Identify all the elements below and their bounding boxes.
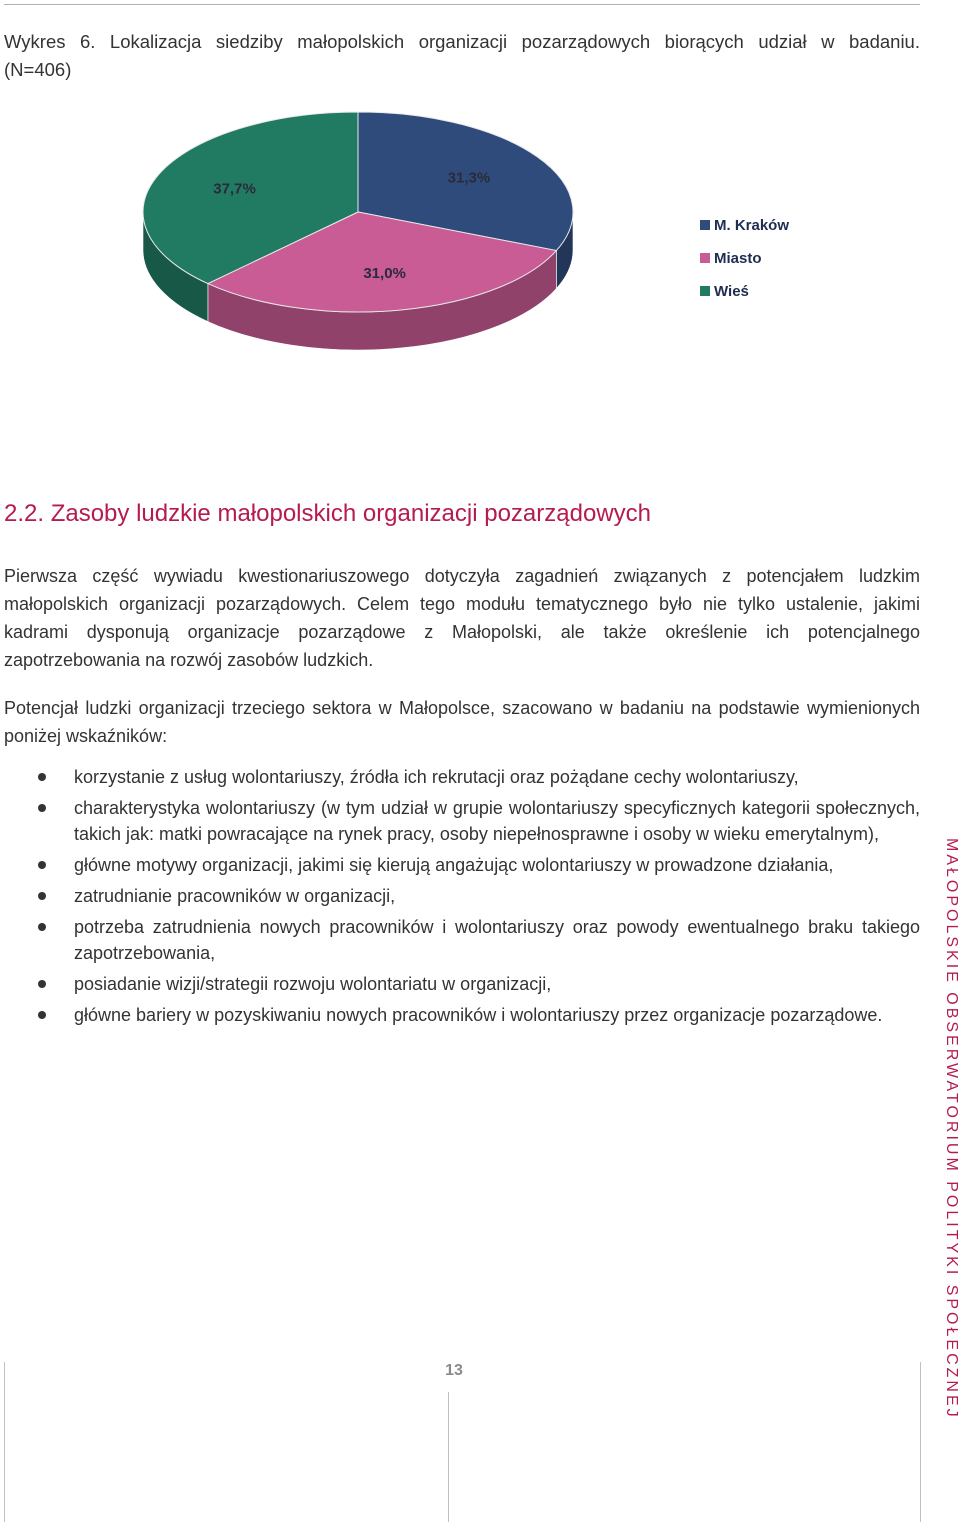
top-rule <box>4 4 920 5</box>
list-item <box>0 914 920 966</box>
legend-swatch-2 <box>700 286 710 296</box>
bullet-dot <box>38 923 46 931</box>
list-item-text: główne motywy organizacji, jakimi się kierują angażując wolontariuszy w prowadzone działania, <box>74 855 834 875</box>
pie-group <box>143 112 573 350</box>
bullet-dot <box>38 861 46 869</box>
bullet-dot <box>38 1011 46 1019</box>
list-item-text: główne bariery w pozyskiwaniu nowych pracowników i wolontariuszy przez organizacje pozarządowe. <box>74 1005 883 1025</box>
figure-caption <box>4 28 920 84</box>
legend-swatch-1 <box>700 253 710 263</box>
indicator-list <box>0 764 920 1033</box>
footer-rule-center <box>448 1392 449 1522</box>
list-item <box>0 795 920 847</box>
list-item-text: posiadanie wizji/strategii rozwoju wolontariatu w organizacji, <box>74 974 552 994</box>
list-item <box>0 1002 920 1028</box>
caption-line-1: Wykres 6. Lokalizacja siedziby małopolskich organizacji pozarządowych biorących udział w badaniu. <box>4 31 920 52</box>
pie-value-label-1: 31,0% <box>363 264 406 282</box>
list-item-text: charakterystyka wolontariuszy (w tym udział w grupie wolontariuszy specyficznych kategorii społecznych, takich jak: matki powracające na rynek pracy, osoby niepełnosprawne i osoby w wieku emerytalnym), <box>74 798 920 844</box>
list-item <box>0 971 920 997</box>
paragraph-indicators: Potencjał ludzki organizacji trzeciego sektora w Małopolsce, szacowano w badaniu na podstawie wymienionych poniżej wskaźników: <box>4 698 920 746</box>
paragraph-intro: Pierwsza część wywiadu kwestionariuszowego dotyczyła zagadnień związanych z potencjałem ludzkim małopolskich organizacji pozarządowych. Celem tego modułu tematycznego było nie tylko ustalenie, jakimi kadrami dysponują organizacje pozarządowe z Małopolski, ale także określenie ich potencjalnego zapotrzebowania na rozwój zasobów ludzkich. <box>4 566 920 670</box>
list-item <box>0 852 920 878</box>
page-number: 13 <box>445 1362 463 1379</box>
bullet-dot <box>38 980 46 988</box>
list-item <box>0 764 920 790</box>
bullet-dot <box>38 804 46 812</box>
list-item-text: potrzeba zatrudnienia nowych pracowników i wolontariuszy oraz powody ewentualnego braku takiego zapotrzebowania, <box>74 917 920 963</box>
list-item <box>0 883 920 909</box>
legend-swatch-0 <box>700 220 710 230</box>
legend <box>700 217 789 300</box>
bullet-dot <box>38 773 46 781</box>
pie-chart <box>0 100 880 430</box>
legend-label-0: M. Kraków <box>714 217 790 234</box>
legend-label-2: Wieś <box>714 283 749 300</box>
legend-label-1: Miasto <box>714 250 762 267</box>
bullet-dot <box>38 892 46 900</box>
section-heading: 2.2. Zasoby ludzkie małopolskich organizacji pozarządowych <box>4 500 651 527</box>
footer-rule-left <box>4 1362 5 1522</box>
pie-value-label-2: 37,7% <box>213 180 256 198</box>
side-publication-label: MAŁOPOLSKIE OBSERWATORIUM POLITYKI SPOŁECZNEJ <box>943 838 960 1420</box>
list-item-text: korzystanie z usług wolontariuszy, źródła ich rekrutacji oraz pożądane cechy wolontariuszy, <box>74 767 799 787</box>
footer-rule-right <box>920 1362 921 1522</box>
list-item-text: zatrudnianie pracowników w organizacji, <box>74 886 396 906</box>
pie-value-label-0: 31,3% <box>447 169 491 187</box>
caption-line-2: (N=406) <box>4 59 72 80</box>
